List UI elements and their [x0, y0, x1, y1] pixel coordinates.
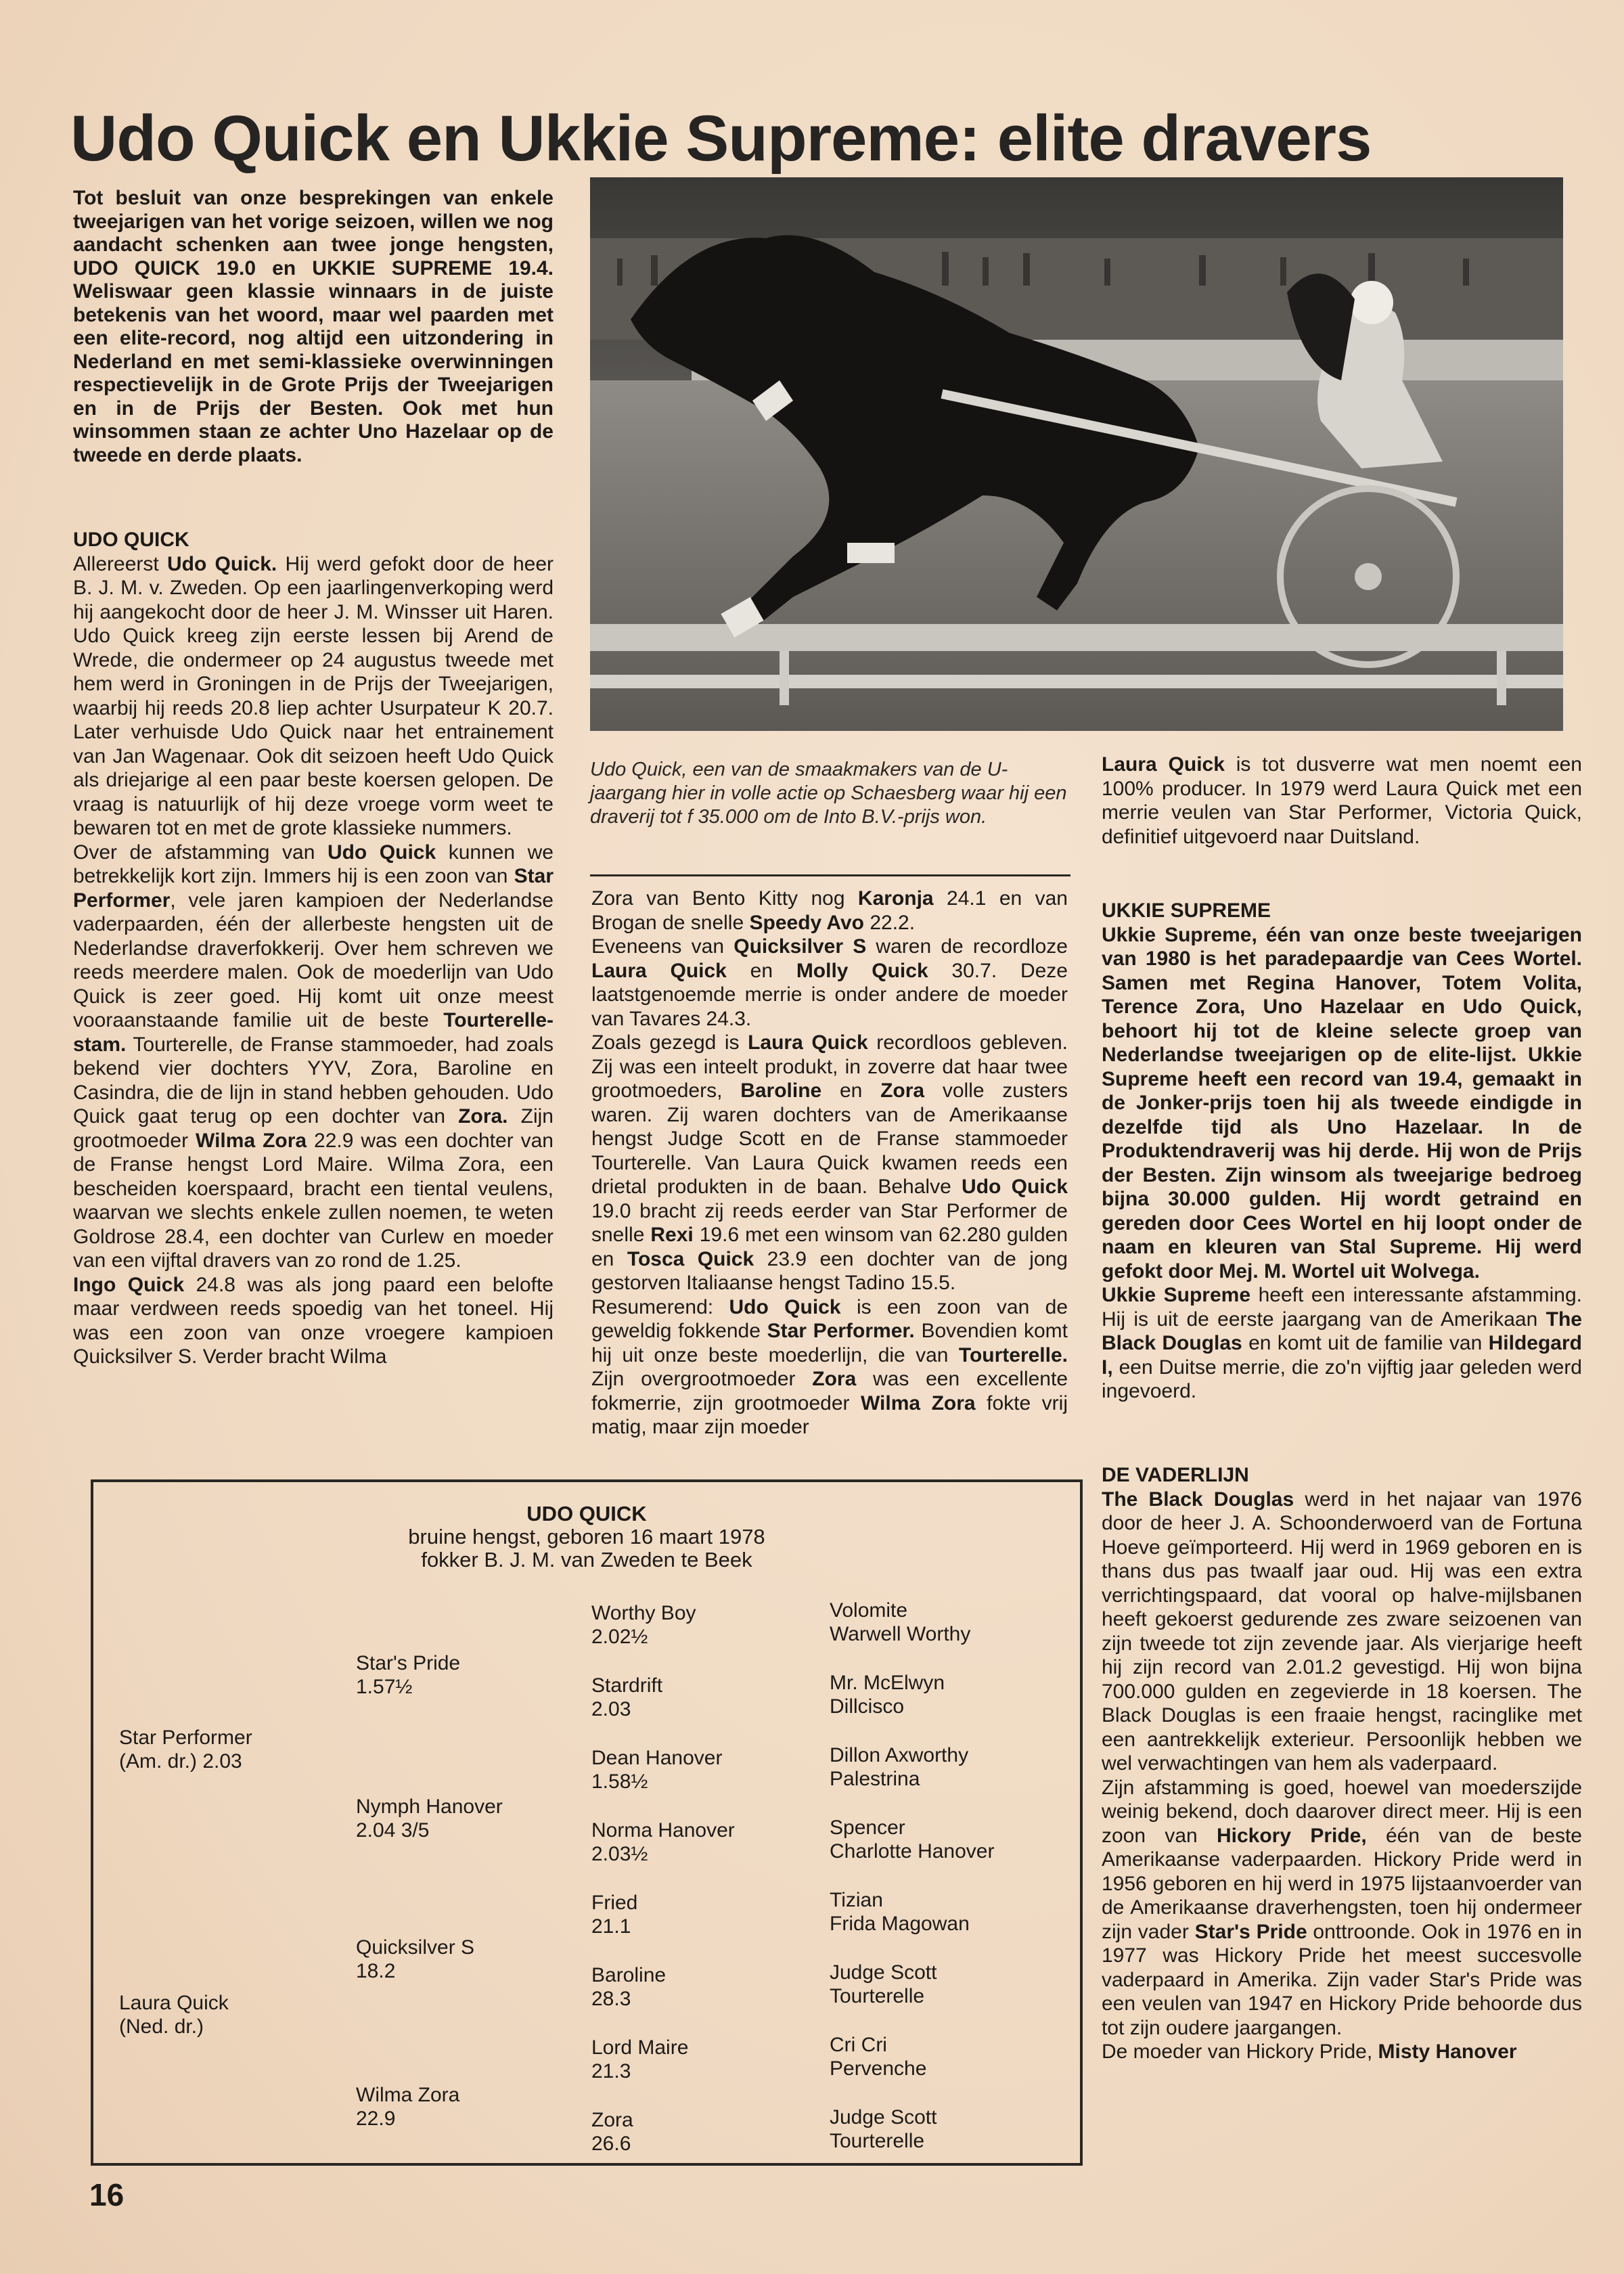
text-run: en [821, 1079, 881, 1102]
paragraph [73, 1273, 554, 1369]
pedigree-table [91, 1479, 1083, 2166]
pedigree-great-grandparent [591, 2108, 633, 2156]
column-1-body [73, 552, 554, 1369]
page-number: 16 [89, 2177, 125, 2212]
text-run: is een zoon van de geweldig fokkende [591, 1295, 1068, 1342]
pedigree-ancestor [830, 1816, 994, 1863]
pedigree-great-grandparent [591, 1674, 662, 1721]
paragraph [591, 1031, 1068, 1295]
text-run: 24.8 was als jong paard een belofte maar verdween reeds spoedig van het toneel. Hij was een zoon van onze vroegere kampioen Quicksilver S. Verder bracht Wilma [73, 1273, 554, 1368]
bold-run: Baroline [740, 1079, 822, 1102]
bold-run: Laura Quick [748, 1031, 868, 1054]
pedigree-great-grandparent-line: 26.6 [591, 2133, 631, 2155]
pedigree-great-grandparent-line: 1.58½ [591, 1770, 648, 1793]
pedigree-sire-line: Star Performer [119, 1726, 252, 1749]
pedigree-great-grandparent-line: Lord Maire [591, 2036, 689, 2059]
paragraph [1102, 1776, 1582, 2041]
paragraph [73, 841, 554, 1273]
pedigree-grandparent-line: Nymph Hanover [356, 1796, 503, 1818]
bold-run: Ukkie Supreme [1102, 1284, 1251, 1306]
pedigree-ancestor-line: Judge Scott [830, 2106, 937, 2128]
pedigree-great-grandparent [591, 1963, 666, 2011]
pedigree-title: UDO QUICK [526, 1502, 647, 1525]
pedigree-ancestor [830, 1961, 937, 2008]
harness-racing-photo [590, 177, 1563, 731]
paragraph [73, 552, 554, 841]
pedigree-ancestor [830, 1743, 968, 1791]
bold-run: Ingo Quick [73, 1273, 185, 1296]
paragraph [591, 887, 1068, 935]
text-run: Zora van Bento Kitty nog [591, 887, 858, 910]
pedigree-ancestor-line: Pervenche [830, 2057, 927, 2080]
text-run: 23.9 een dochter van de jong gestorven Italiaanse hengst Tadino 15.5. [591, 1247, 1068, 1294]
bold-run: Udo Quick. [166, 552, 277, 575]
pedigree-great-grandparent-line: Dean Hanover [591, 1747, 723, 1769]
column-2-body [591, 887, 1068, 1440]
pedigree-great-grandparent [591, 1601, 696, 1649]
photo-caption: Udo Quick, een van de smaakmakers van de U-jaargang hier in volle actie op Schaesberg waar hij een draverij tot f 35.000 om de Into B.V.-prijs won. [590, 759, 1067, 828]
pedigree-great-grandparent [591, 1746, 722, 1793]
text-run: 19.0 bracht zij reeds eerder van Star Performer de snelle [591, 1199, 1068, 1246]
pedigree-grandparent [356, 1651, 460, 1699]
text-run: heeft een interessante afstamming. Hij is uit de eerste jaargang van de Amerikaan [1102, 1284, 1582, 1331]
column-3-vaderlijn [1102, 1463, 1582, 2064]
text-run: Eveneens van [591, 935, 734, 958]
text-run: en komt uit de familie van [1242, 1332, 1489, 1354]
pedigree-ancestor-line: Cri Cri [830, 2034, 887, 2056]
pedigree-header [93, 1502, 1080, 1571]
paragraph [1102, 1488, 1582, 1776]
text-run: fokte vrij matig, maar zijn moeder [591, 1391, 1068, 1438]
text-run: Allereerst [73, 552, 167, 575]
bold-run: Karonja [857, 887, 934, 910]
pedigree-great-grandparent-line: 21.1 [591, 1915, 631, 1938]
text-run: was een excellente fokmerrie, zijn grootmoeder [591, 1368, 1068, 1414]
pedigree-ancestor-line: Tourterelle [830, 1985, 925, 2007]
pedigree-description: bruine hengst, geboren 16 maart 1978 [408, 1525, 765, 1548]
text-run: Zoals gezegd is [591, 1031, 748, 1054]
bold-run: Zora [812, 1368, 857, 1390]
pedigree-dam-line: (Ned. dr.) [119, 2015, 204, 2038]
text-run: Zijn afstamming is goed, hoewel van moederszijde weinig bekend, doch daarover direct meer. Hij is een zoon van [1102, 1776, 1582, 1847]
pedigree-grandparent-line: 2.04 3/5 [356, 1819, 430, 1842]
bold-run: Udo Quick [729, 1295, 841, 1318]
pedigree-great-grandparent [591, 1819, 735, 1866]
pedigree-ancestor-line: Palestrina [830, 1768, 920, 1790]
column-3-top-body [1102, 753, 1582, 849]
column-3-top [1102, 753, 1582, 849]
pedigree-grandparent [356, 1795, 503, 1842]
text-run: Over de afstamming van [73, 841, 328, 864]
pedigree-great-grandparent-line: Zora [591, 2109, 633, 2131]
pedigree-grandparent-line: Quicksilver S [356, 1936, 475, 1959]
text-run: één van de beste Amerikaanse vaderpaarden. Hickory Pride werd in 1956 geboren en hij werd in 1975 lijstaanvoerder van de Amerikaanse draverhengsten, toen hij ondermeer zijn vader [1102, 1824, 1582, 1943]
text-run: volle zusters waren. Zij waren dochters van de Amerikaanse hengst Judge Scott en de Franse stammoeder Tourterelle. Van Laura Quick kwamen reeds een drietal produkten in de baan. Behalve [591, 1079, 1068, 1198]
text-run: 22.9 was een dochter van de Franse hengst Lord Maire. Wilma Zora, een bescheiden koerspaard, bracht een tiental veulens, waarvan we slechts enkele zullen noemen, te weten Goldrose 28.4, een dochter van Curlew en moeder van een vijftal dravers van zo rond de 1.25. [73, 1129, 554, 1272]
pedigree-great-grandparent-line: Worthy Boy [591, 1602, 696, 1624]
ukkie-bold-paragraph: Ukkie Supreme, één van onze beste tweejarigen van 1980 is het paradepaardje van Cees Wortel. Samen met Regina Hanover, Totem Volita, Terence Zora, Uno Hazelaar en Udo Quick, behoort hij tot de kleine selecte groep van Nederlandse tweejarigen op de elite-lijst. Ukkie Supreme heeft een record van 19.4, gemaakt in de Jonker-prijs toen hij als tweede eindigde in dezelfde tijd als Uno Hazelaar. In de Produktendraverij was hij derde. Hij won de Prijs der Besten. Zijn winsom als tweejarige bedroeg bijna 30.000 gulden. Hij wordt getraind en gereden door Cees Wortel en hij loopt onder de naam en kleuren van Stal Supreme. Hij werd gefokt door Mej. M. Wortel uit Wolvega. [1102, 923, 1582, 1283]
pedigree-ancestor-line: Frida Magowan [830, 1913, 970, 1935]
paragraph [1102, 1283, 1582, 1404]
pedigree-grandparent-line: 1.57½ [356, 1676, 413, 1698]
text-run: en [726, 959, 796, 982]
bold-run: Zora [880, 1079, 925, 1102]
text-run: een Duitse merrie, die zo'n vijftig jaar geleden werd ingevoerd. [1102, 1356, 1582, 1402]
pedigree-great-grandparent-line: 2.03½ [591, 1843, 648, 1865]
pedigree-ancestor [830, 2105, 937, 2153]
pedigree-great-grandparent-line: 28.3 [591, 1988, 631, 2010]
paragraph [591, 935, 1068, 1031]
bold-run: Tourterelle-stam. [73, 1009, 554, 1056]
headline: Udo Quick en Ukkie Supreme: elite dravers [70, 102, 1372, 175]
bold-run: Misty Hanover [1378, 2041, 1517, 2063]
bold-run: Zora. [458, 1105, 508, 1128]
column-2 [591, 887, 1068, 1440]
pedigree-ancestor [830, 1599, 970, 1646]
text-run: Zijn overgrootmoeder [591, 1368, 813, 1390]
pedigree-great-grandparent-line: Fried [591, 1892, 638, 1914]
pedigree-grandparent-line: Wilma Zora [356, 2084, 460, 2106]
pedigree-great-grandparent [591, 1891, 637, 1938]
bold-run: Wilma Zora [861, 1391, 976, 1414]
bold-run: Laura Quick [591, 959, 727, 982]
text-run: Hij werd gefokt door de heer B. J. M. v. Zweden. Op een jaarlingenverkoping werd hij aangekocht door de heer J. M. Winsser uit Haren. Udo Quick kreeg zijn eerste lessen bij Arend de Wrede, die ondermeer op 24 augustus tweede met hem werd in Groningen in de Prijs der Tweejarigen, waarbij hij reeds 20.8 liep achter Usurpateur K 20.7. Later verhuisde Udo Quick naar het entrainement van Jan Wagenaar. Ook dit seizoen heeft Udo Quick als driejarige al een paar beste koersen gelopen. De vraag is natuurlijk of hij deze vroege vorm weet te bewaren tot en met de grote klassieke nummers. [73, 552, 554, 839]
bold-run: Star Performer. [767, 1320, 915, 1342]
bold-run: Tourterelle. [958, 1343, 1068, 1366]
pedigree-grandparent-line: 18.2 [356, 1960, 396, 1982]
pedigree-dam-line: Laura Quick [119, 1992, 229, 2014]
text-run: is tot dusverre wat men noemt een 100% producer. In 1979 werd Laura Quick met een merrie veulen van Star Performer, Victoria Quick, definitief uitgevoerd naar Duitsland. [1102, 753, 1582, 848]
pedigree-great-grandparent [591, 2036, 688, 2083]
text-run: 22.2. [864, 911, 916, 934]
text-run: De moeder van Hickory Pride, [1102, 2041, 1378, 2063]
pedigree-great-grandparent-line: 2.02½ [591, 1626, 648, 1648]
caption-divider [590, 874, 1070, 876]
column-3-ukkie [1102, 899, 1582, 1404]
bold-run: Quicksilver S [734, 935, 867, 958]
pedigree-ancestor [830, 1671, 945, 1718]
pedigree-ancestor-line: Volomite [830, 1599, 908, 1622]
section-heading-de-vaderlijn: DE VADERLIJN [1102, 1464, 1249, 1486]
column-3-mid-body [1102, 1283, 1582, 1404]
pedigree-ancestor-line: Dillon Axworthy [830, 1744, 969, 1766]
section-heading-udo-quick: UDO QUICK [73, 529, 189, 551]
pedigree-great-grandparent-line: 21.3 [591, 2060, 631, 2082]
race-photo [590, 177, 1563, 731]
text-run: Bovendien komt hij uit onze beste moederlijn, die van [591, 1320, 1068, 1366]
bold-run: Speedy Avo [749, 911, 864, 934]
pedigree-ancestor-line: Mr. McElwyn [830, 1672, 945, 1694]
pedigree-ancestor-line: Judge Scott [830, 1961, 937, 1984]
pedigree-ancestor-line: Warwell Worthy [830, 1623, 971, 1645]
pedigree-great-grandparent-line: 2.03 [591, 1698, 631, 1720]
bold-run: Udo Quick [327, 841, 436, 864]
pedigree-ancestor-line: Spencer [830, 1816, 905, 1839]
pedigree-great-grandparent-line: Stardrift [591, 1674, 663, 1697]
text-run: , vele jaren kampioen der Nederlandse vaderpaarden, één der allerbeste hengsten uit de Nederlandse draverfokkerij. Over hem schreven we reeds meerdere malen. Ook de moederlijn van Udo Quick is zeer goed. Hij komt uit onze meest vooraanstaande familie uit de beste [73, 889, 554, 1031]
text-run: waren de recordloze [866, 935, 1068, 958]
text-run: 24.1 en van Brogan de snelle [591, 887, 1068, 934]
text-run: onttroonde. Ook in 1976 en in 1977 was Hickory Pride het meest succesvolle vaderpaard in Amerika. Zijn vader Star's Pride was een veulen van 1947 en Hickory Pride behoorde dus tot zijn oudere jaargangen. [1102, 1920, 1582, 2039]
text-run: 19.6 met een winsom van 62.280 gulden en [591, 1224, 1068, 1270]
pedigree-ancestor-line: Charlotte Hanover [830, 1840, 995, 1863]
pedigree-grandparent-line: 22.9 [356, 2108, 396, 2130]
intro-text: Tot besluit van onze besprekingen van enkele tweejarigen van het vorige seizoen, willen we nog aandacht schenken aan twee jonge hengsten, UDO QUICK 19.0 en UKKIE SUPREME 19.4. Weliswaar geen klassie winnaars in de juiste betekenis van het woord, maar wel paarden met een elite-record, nog altijd een uitzondering in Nederland en met semi-klassieke overwinningen respectievelijk in de Grote Prijs der Tweejarigen en in de Prijs der Besten. Ook met hun winsommen staan ze achter Uno Hazelaar op de tweede en derde plaats. [73, 187, 554, 466]
pedigree-sire-line: (Am. dr.) 2.03 [119, 1750, 242, 1773]
paragraph [1102, 753, 1582, 849]
pedigree-grandparent [356, 2083, 459, 2131]
pedigree-grandparent-line: Star's Pride [356, 1652, 461, 1674]
bold-run: Hildegard I, [1102, 1332, 1582, 1379]
pedigree-ancestor-line: Tizian [830, 1889, 883, 1911]
pedigree-sire [119, 1726, 252, 1773]
column-3-bottom-body [1102, 1488, 1582, 2064]
text-run: 30.7. Deze laatstgenoemde merrie is onder andere de moeder van Tavares 24.3. [591, 959, 1068, 1030]
pedigree-ancestor-line: Dillcisco [830, 1695, 905, 1718]
bold-run: Laura Quick [1102, 753, 1225, 776]
pedigree-great-grandparent-line: Baroline [591, 1964, 667, 1986]
pedigree-great-grandparent-line: Norma Hanover [591, 1819, 735, 1842]
bold-run: Wilma Zora [196, 1129, 307, 1152]
text-run: Zijn grootmoeder [73, 1105, 554, 1152]
text-run: werd in het najaar van 1976 door de heer J. A. Schoonderwoerd van de Fortuna Hoeve geïmporteerd. Hij werd in 1969 geboren en is thans dus pas twaalf jaar oud. Hij was een extra verrichtingspaard, dat vooral op halve-mijlsbanen heeft gekoerst gedurende zes zware seizoenen van zijn tweede tot zijn zevende jaar. Als vierjarige heeft hij zijn record van 2.01.2 gevestigd. Hij won bijna 700.000 gulden en zegevierde in 18 koersen. The Black Douglas is een fraaie hengst, racinglike met een aantrekkelijk exterieur. Persoonlijk hebben we wel verwachtingen van hem als vaderpaard. [1102, 1488, 1582, 1775]
text-run: kunnen we betrekkelijk kort zijn. Immers hij is een zoon van [73, 841, 554, 887]
bold-run: Hickory Pride, [1216, 1824, 1367, 1847]
pedigree-ancestor [830, 1888, 970, 1936]
pedigree-ancestor [830, 2033, 926, 2080]
intro-paragraph [73, 187, 554, 467]
pedigree-ancestor-line: Tourterelle [830, 2130, 925, 2152]
pedigree-dam [119, 1991, 229, 2038]
bold-run: Molly Quick [796, 959, 928, 982]
column-1 [73, 528, 554, 1369]
bold-run: Star's Pride [1194, 1920, 1307, 1943]
paragraph [1102, 2040, 1582, 2064]
bold-run: Rexi [650, 1224, 694, 1246]
text-run: Tourterelle, de Franse stammoeder, had zoals bekend vier dochters YYV, Zora, Baroline en Casindra, die de lijn in stand hebben gehouden. Udo Quick gaat terug op een dochter van [73, 1033, 554, 1128]
section-heading-ukkie-supreme: UKKIE SUPREME [1102, 899, 1271, 922]
bold-run: The Black Douglas [1102, 1308, 1582, 1354]
bold-run: Tosca Quick [627, 1247, 754, 1270]
text-run: Resumerend: [591, 1295, 729, 1318]
pedigree-breeder: fokker B. J. M. van Zweden te Beek [421, 1548, 752, 1571]
bold-run: Udo Quick [962, 1176, 1068, 1198]
paragraph [591, 1295, 1068, 1440]
bold-run: Star Performer [73, 865, 554, 912]
text-run: recordloos gebleven. Zij was een inteelt produkt, in zoverre dat haar twee grootmoeders, [591, 1031, 1068, 1102]
pedigree-grandparent [356, 1936, 474, 1983]
bold-run: The Black Douglas [1102, 1488, 1294, 1511]
